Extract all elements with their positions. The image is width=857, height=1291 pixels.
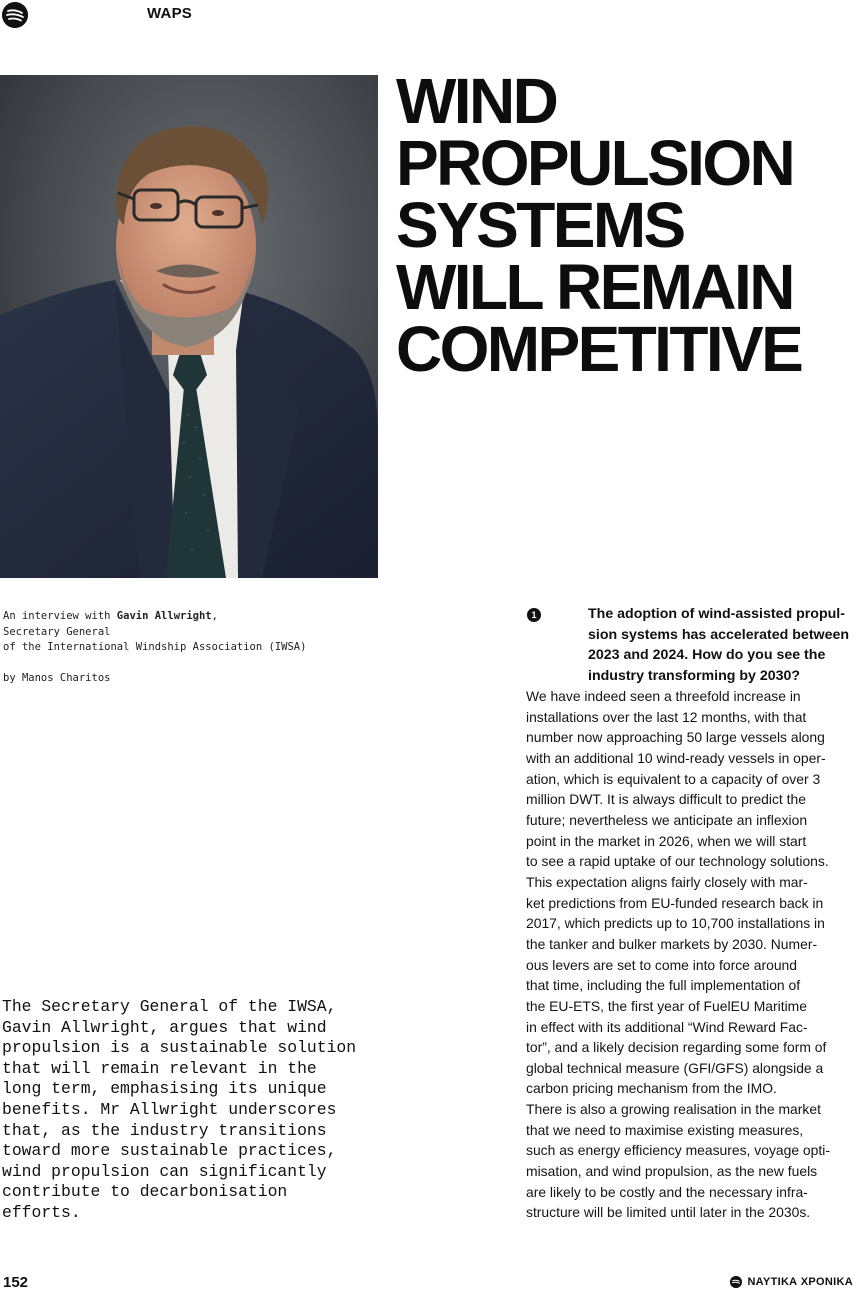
- magazine-logo-icon: [2, 2, 28, 28]
- answer-line: are likely to be costly and the necessary infra-: [526, 1183, 808, 1200]
- publication-logo-icon: [730, 1276, 742, 1288]
- intro-line: The Secretary General of the IWSA,: [2, 997, 337, 1016]
- answer-line: installations over the last 12 months, with that: [526, 708, 807, 725]
- intro-line: wind propulsion can significantly: [2, 1161, 327, 1181]
- answer-line: future; nevertheless we anticipate an inflexion: [526, 811, 808, 828]
- portrait-photo: [0, 75, 378, 578]
- intro-paragraph: [2, 997, 364, 1224]
- question-text: [588, 604, 857, 686]
- intro-line: contribute to decarbonisation: [2, 1182, 288, 1202]
- publication-mark: [730, 1276, 853, 1288]
- page-number: 152: [3, 1274, 29, 1291]
- intro-line: that will remain relevant in the: [2, 1058, 317, 1078]
- intro-line: that, as the industry transitions: [2, 1120, 327, 1140]
- section-label: WAPS: [147, 5, 192, 22]
- question-line: sion systems has accelerated between: [588, 626, 850, 643]
- credits-prefix: An interview with: [3, 610, 117, 622]
- interviewee-name: Gavin Allwright: [116, 610, 212, 622]
- answer-line: We have indeed seen a threefold increase in: [526, 688, 801, 704]
- answer-line: global technical measure (GFI/GFS) alongside a: [526, 1059, 824, 1076]
- credits-role-line: of the International Windship Association (IWSA): [3, 641, 307, 653]
- answer-line: ous levers are set to come into force around: [526, 956, 798, 973]
- intro-line: benefits. Mr Allwright underscores: [2, 1099, 337, 1119]
- answer-line: to see a rapid uptake of our technology solutions.: [526, 853, 829, 870]
- answer-line: ation, which is equivalent to a capacity of over 3: [526, 770, 821, 787]
- headline: [396, 65, 851, 385]
- answer-line: misation, and wind propulsion, as the new fuels: [526, 1163, 818, 1180]
- answer-line: the EU-ETS, the first year of FuelEU Maritime: [526, 997, 807, 1014]
- answer-line: carbon pricing mechanism from the IMO.: [526, 1080, 777, 1097]
- answer-line: the tanker and bulker markets by 2030. Numer-: [526, 935, 818, 952]
- headline-line: WILL REMAIN: [396, 251, 793, 323]
- answer-line: point in the market in 2026, when we will start: [526, 832, 807, 849]
- answer-line: with an additional 10 wind-ready vessels in oper-: [526, 749, 826, 766]
- headline-line: SYSTEMS: [396, 189, 684, 261]
- answer-line: ket predictions from EU-funded research back in: [526, 894, 824, 911]
- credits-name-suffix: ,: [211, 610, 218, 622]
- credits-name-line: [3, 609, 423, 625]
- publication-name: ΝΑΥΤΙΚΑ ΧΡΟΝΙΚΑ: [747, 1276, 853, 1288]
- answer-line: 2017, which predicts up to 10,700 installations in: [526, 915, 825, 932]
- question-line: The adoption of wind-assisted propul-: [588, 606, 845, 622]
- answer-line: such as energy efficiency measures, voyage opti-: [526, 1142, 830, 1159]
- answer-line: There is also a growing realisation in the market: [526, 1101, 821, 1118]
- intro-line: long term, emphasising its unique: [2, 1079, 327, 1099]
- question-line: 2023 and 2024. How do you see the: [588, 647, 826, 664]
- answer-line: number now approaching 50 large vessels along: [526, 729, 825, 746]
- answer-text: [526, 686, 857, 1223]
- intro-line: efforts.: [2, 1202, 81, 1222]
- headline-line: WIND: [396, 65, 557, 137]
- question-line: industry transforming by 2030?: [588, 667, 801, 684]
- answer-line: that time, including the full implementation of: [526, 977, 801, 994]
- interview-credits: [3, 609, 423, 686]
- question-number-badge: 1: [527, 608, 541, 622]
- intro-line: toward more sustainable practices,: [2, 1141, 337, 1161]
- answer-line: tor”, and a likely decision regarding some form of: [526, 1039, 827, 1056]
- intro-line: propulsion is a sustainable solution: [2, 1038, 357, 1058]
- answer-line: This expectation aligns fairly closely with mar-: [526, 873, 808, 890]
- headline-line: PROPULSION: [396, 127, 794, 199]
- answer-line: structure will be limited until later in the 2030s.: [526, 1204, 811, 1221]
- credits-role-line: Secretary General: [3, 625, 111, 638]
- answer-line: that we need to maximise existing measures,: [526, 1121, 804, 1138]
- byline: by Manos Charitos: [3, 671, 111, 684]
- answer-line: in effect with its additional “Wind Reward Fac-: [526, 1018, 808, 1035]
- answer-line: million DWT. It is always difficult to predict the: [526, 791, 806, 808]
- headline-line: COMPETITIVE: [396, 313, 802, 385]
- intro-line: Gavin Allwright, argues that wind: [2, 1017, 327, 1037]
